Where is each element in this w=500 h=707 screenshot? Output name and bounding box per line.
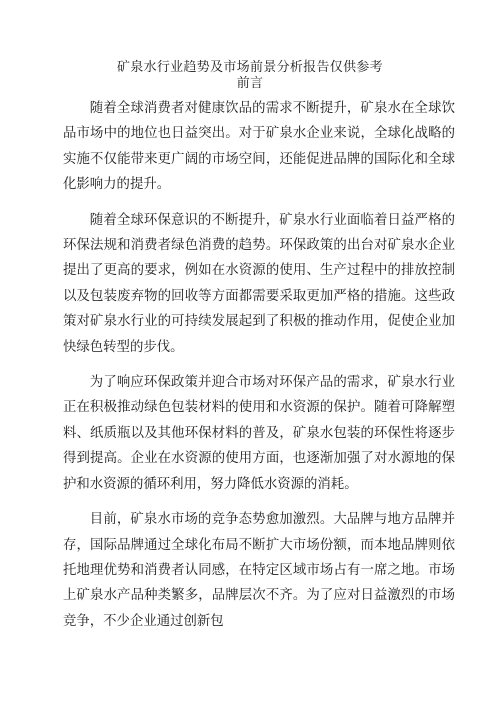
document-body: [63, 96, 455, 644]
document-subtitle: 前言: [236, 76, 264, 91]
paragraph-3: 为了响应环保政策并迎合市场对环保产品的需求，矿泉水行业正在积极推动绿色包装材料的使用和水资源的保护。随着可降解塑料、纸质瓶以及其他环保材料的普及，矿泉水包装的环保性将逐步得到提高。企业在水资源的使用方面，也逐渐加强了对水源地的保护和水资源的循环利用，努力降低水资源的消耗。: [63, 375, 455, 492]
document-title: 矿泉水行业趋势及市场前景分析报告仅供参考: [116, 60, 383, 75]
paragraph-4: 目前，矿泉水市场的竞争态势愈加激烈。大品牌与地方品牌并存，国际品牌通过全球化布局不断扩大市场份额，而本地品牌则依托地理优势和消费者认同感，在特定区域市场占有一席之地。市场上矿泉水产品种类繁多，品牌层次不齐。为了应对日益激烈的市场竞争，不少企业通过创新包: [63, 512, 455, 629]
paragraph-2: 随着全球环保意识的不断提升，矿泉水行业面临着日益严格的环保法规和消费者绿色消费的趋势。环保政策的出台对矿泉水企业提出了更高的要求，例如在水资源的使用、生产过程中的排放控制以及包装废弃物的回收等方面都需要采取更加严格的措施。这些政策对矿泉水行业的可持续发展起到了积极的推动作用，促使企业加快绿色转型的步伐。: [63, 212, 455, 355]
paragraph-1: 随着全球消费者对健康饮品的需求不断提升，矿泉水在全球饮品市场中的地位也日益突出。对于矿泉水企业来说，全球化战略的实施不仅能带来更广阔的市场空间，还能促进品牌的国际化和全球化影响力的提升。: [63, 101, 455, 193]
